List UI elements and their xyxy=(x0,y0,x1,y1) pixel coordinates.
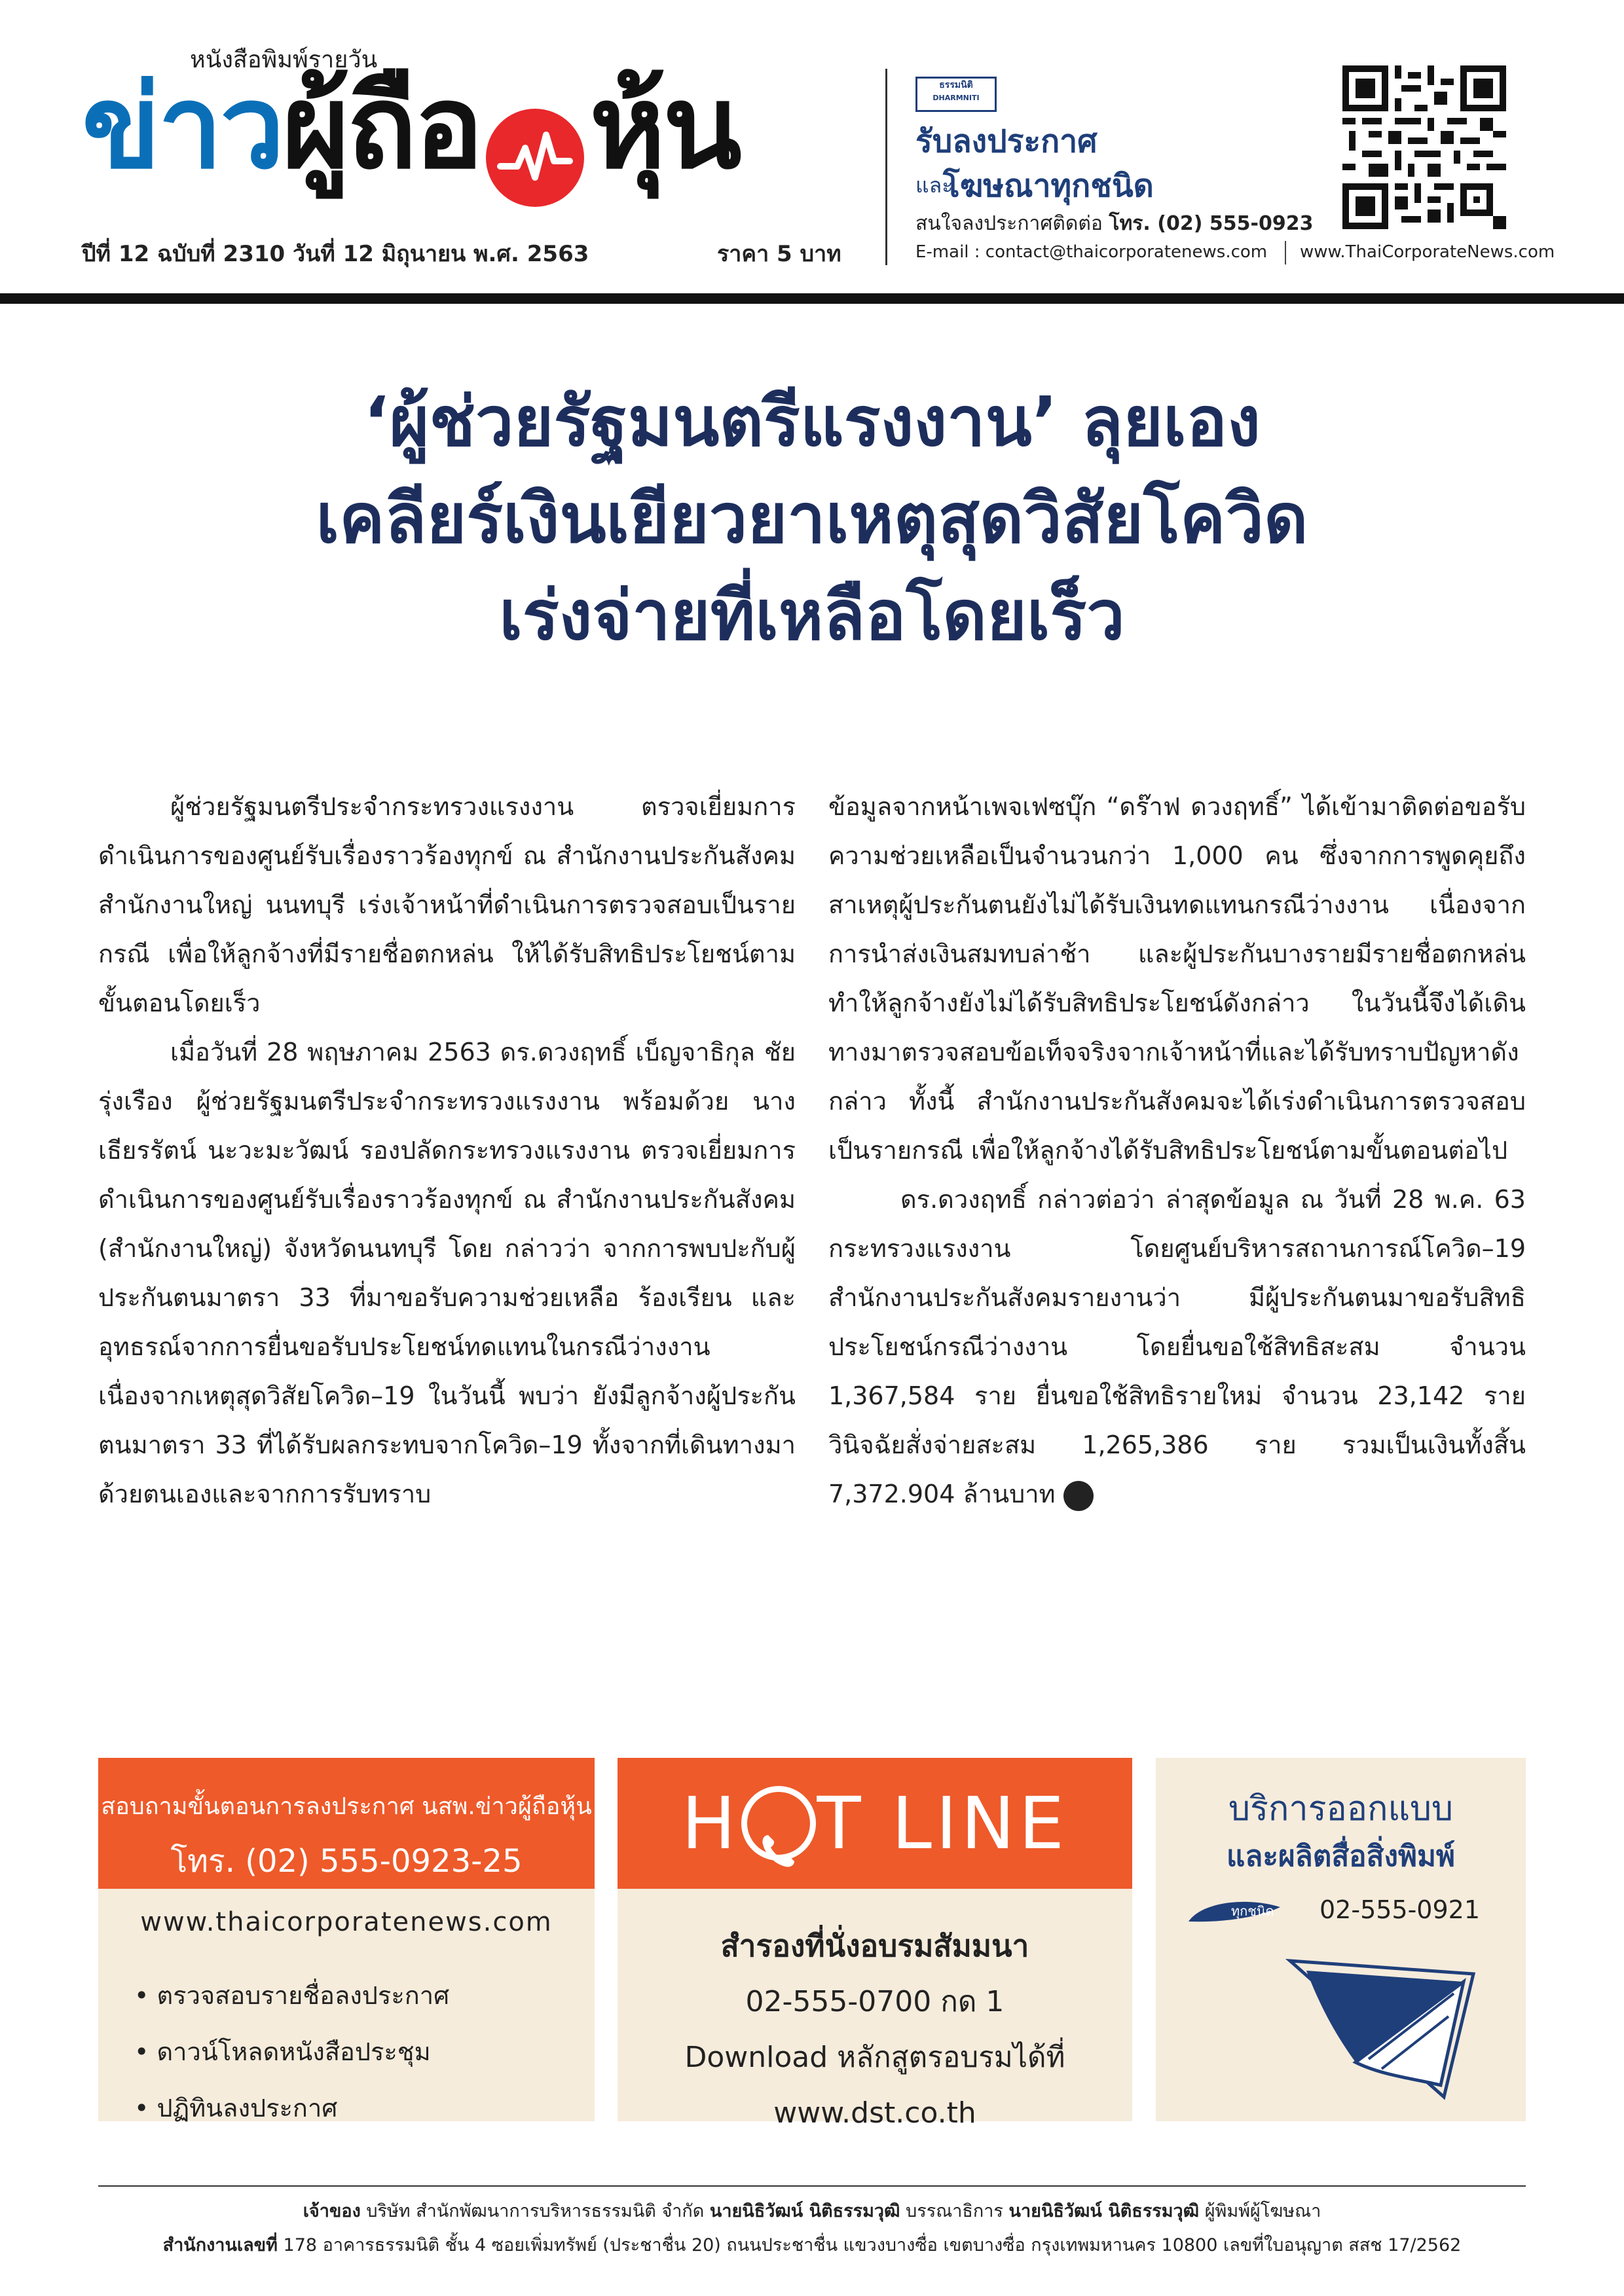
logo-part-share: หุ้น xyxy=(589,60,739,194)
contact-phone[interactable]: โทร. (02) 555-0923 xyxy=(1109,212,1314,235)
print-service-subtitle: และผลิตสื่อสิ่งพิมพ์ xyxy=(1227,1840,1455,1873)
hotline-phone[interactable]: 02-555-0700 กด 1 xyxy=(745,1985,1005,2018)
footer-editor-role: บรรณาธิการ xyxy=(906,2201,1003,2221)
headline-line-2: เคลียร์เงินเยียวยาเหตุสุดวิสัยโควิด xyxy=(316,479,1308,558)
footer-publisher-name: นายนิธิวัฒน์ นิติธรรมวุฒิ xyxy=(1008,2201,1200,2221)
contact-prefix: สนใจลงประกาศติดต่อ xyxy=(915,212,1103,235)
article-paragraph-text: ดร.ดวงฤทธิ์ กล่าวต่อว่า ล่าสุดข้อมูล ณ วันที่ 28 พ.ค. 63 กระทรวงแรงงาน โดยศูนย์บริหารสถานการณ์โควิด–19 สำนักงานประกันสังคมรายงานว่า มีผู้ประกันตนมาขอรับสิทธิประโยชน์กรณีว่างงาน โดยยื่นขอใช้สิทธิสะสม จำนวน 1,367,584 ราย ยื่นขอใช้สิทธิรายใหม่ จำนวน 23,142 ราย วินิจฉัยสั่งจ่ายสะสม 1,265,386 ราย รวมเป็นเงินทั้งสิ้น 7,372.904 ล้านบาท xyxy=(828,1185,1526,1508)
ad-announcement-box xyxy=(98,1758,595,2121)
ad-print-service-box xyxy=(1156,1758,1526,2121)
contact-separator xyxy=(1285,241,1286,264)
headline-line-3: เร่งจ่ายที่เหลือโดยเร็ว xyxy=(499,575,1125,655)
ad-announcement-website-link[interactable]: www.thaicorporatenews.com xyxy=(140,1907,553,1937)
newspaper-logo[interactable] xyxy=(82,62,868,193)
footer-office: 178 อาคารธรรมนิติ ชั้น 4 ซอยเพิ่มทรัพย์ (ประชาชื่น 20) ถนนประชาชื่น แขวงบางซื่อ เขตบางซื่อ กรุงเทพมหานคร 10800 เลขที่ใบอนุญาต สสช 17/2562 xyxy=(283,2235,1462,2255)
ad-hotline-box xyxy=(618,1758,1132,2130)
article-paragraph: ข้อมูลจากหน้าเพจเฟซบุ๊ก “ดร๊าฟ ดวงฤทธิ์” ได้เข้ามาติดต่อขอรับความช่วยเหลือเป็นจำนวนกว่า 1,000 คน ซึ่งจากการพูดคุยถึงสาเหตุผู้ประกันตนยังไม่ได้รับเงินทดแทนกรณีว่างงาน เนื่องจากการนำส่งเงินสมทบล่าช้า และผู้ประกันบางรายมีรายชื่อตกหล่น ทำให้ลูกจ้างยังไม่ได้รับสิทธิประโยชน์ดังกล่าว ในวันนี้จึงได้เดินทางมาตรวจสอบข้อเท็จจริงจากเจ้าหน้าที่และได้รับทราบปัญหาดังกล่าว ทั้งนี้ สำนักงานประกันสังคมจะได้เร่งดำเนินการตรวจสอบเป็นรายกรณี เพื่อให้ลูกจ้างได้รับสิทธิประโยชน์ตามขั้นตอนต่อไป xyxy=(828,792,1526,1165)
article-column-right xyxy=(828,782,1526,1519)
footer-owner: บริษัท สำนักพัฒนาการบริหารธรรมนิติ จำกัด xyxy=(366,2201,705,2221)
hotline-website-link[interactable]: www.dst.co.th xyxy=(773,2096,976,2130)
ad-announcement-header xyxy=(98,1758,595,1889)
footer-office-label: สำนักงานเลขที่ xyxy=(162,2235,278,2255)
hotline-title-h: H xyxy=(681,1781,740,1865)
print-brand-text: ทุกชนิด xyxy=(1231,1903,1274,1919)
badge-thai: ธรรมนิติ xyxy=(939,80,973,90)
list-item: • ปฏิทินลงประกาศ xyxy=(134,2094,338,2123)
ad-announcement-list xyxy=(134,1967,449,2136)
ad-header-contact xyxy=(915,208,1313,239)
print-logo-icon xyxy=(1277,1948,1493,2105)
logo-part-news: ข่าว xyxy=(82,60,282,194)
logo-chart-icon xyxy=(486,109,584,207)
footer-publisher-role: ผู้พิมพ์ผู้โฆษณา xyxy=(1204,2201,1321,2221)
print-service-title: บริการออกแบบ xyxy=(1228,1789,1454,1829)
article-paragraph: เมื่อวันที่ 28 พฤษภาคม 2563 ดร.ดวงฤทธิ์ เบ็ญจาธิกุล ชัยรุ่งเรือง ผู้ช่วยรัฐมนตรีประจำกระทรวงแรงงาน พร้อมด้วย นางเธียรรัตน์ นะวะมะวัฒน์ รองปลัดกระทรวงแรงงาน ตรวจเยี่ยมการดำเนินการของศูนย์รับเรื่องราวร้องทุกข์ ณ สำนักงานประกันสังคม (สำนักงานใหญ่) จังหวัดนนทบุรี โดย กล่าวว่า จากการพบปะกับผู้ประกันตนมาตรา 33 ที่มาขอรับความช่วยเหลือ ร้องเรียน และอุทธรณ์จากการยื่นขอรับประโยชน์ทดแทนในกรณีว่างงานเนื่องจากเหตุสุดวิสัยโควิด–19 ในวันนี้ พบว่า ยังมีลูกจ้างผู้ประกันตนมาตรา 33 ที่ได้รับผลกระทบจากโควิด–19 ทั้งจากที่เดินทางมาด้วยตนเองและจากการรับทราบ xyxy=(98,1038,796,1508)
ad-header-prefix: และ xyxy=(915,173,953,198)
dharmniti-badge xyxy=(915,77,997,112)
hotline-title-rest: T LINE xyxy=(817,1781,1069,1865)
logo-part-holder: ผู้ถือ xyxy=(282,60,481,194)
list-item: • ดาวน์โหลดหนังสือประชุม xyxy=(134,2037,431,2066)
badge-english: DHARMNITI xyxy=(932,94,980,102)
footer-credits xyxy=(0,2196,1624,2225)
headline xyxy=(105,373,1519,664)
footer-rule xyxy=(98,2185,1526,2187)
footer-address xyxy=(0,2231,1624,2259)
masthead-rule xyxy=(0,293,1624,304)
ad-header-title: รับลงประกาศ xyxy=(915,123,1098,160)
hotline-seminar-text: สำรองที่นั่งอบรมสัมมนา xyxy=(720,1928,1029,1963)
phone-icon xyxy=(741,1786,816,1861)
article-column-left xyxy=(98,782,796,1519)
ad-announcement-header-text: สอบถามขั้นตอนการลงประกาศ นสพ.ข่าวผู้ถือหุ้น xyxy=(101,1793,592,1820)
article-paragraph xyxy=(828,1175,1526,1519)
contact-email-link[interactable]: E-mail : contact@thaicorporatenews.com xyxy=(915,242,1268,262)
list-item: • ตรวจสอบรายชื่อลงประกาศ xyxy=(134,1981,450,2010)
footer-owner-label: เจ้าของ xyxy=(303,2201,361,2221)
ad-hotline-body xyxy=(618,1918,1132,2141)
issue-info: ปีที่ 12 ฉบับที่ 2310 วันที่ 12 มิถุนายน พ.ศ. 2563 xyxy=(82,241,589,267)
headline-line-1: ‘ผู้ช่วยรัฐมนตรีแรงงาน’ ลุยเอง xyxy=(363,382,1261,462)
paper-tagline: หนังสือพิมพ์รายวัน xyxy=(190,46,378,73)
masthead-divider xyxy=(885,69,887,265)
print-brand-badge xyxy=(1185,1895,1283,1928)
article-paragraph: ผู้ช่วยรัฐมนตรีประจำกระทรวงแรงงาน ตรวจเยี่ยมการดำเนินการของศูนย์รับเรื่องราวร้องทุกข์ ณ สำนักงานประกันสังคม สำนักงานใหญ่ นนทบุรี เร่งเจ้าหน้าที่ดำเนินการตรวจสอบเป็นรายกรณี เพื่อให้ลูกจ้างที่มีรายชื่อตกหล่น ให้ได้รับสิทธิประโยชน์ตามขั้นตอนโดยเร็ว xyxy=(98,792,796,1017)
hotline-download-text: Download หลักสูตรอบรมได้ที่ xyxy=(684,2041,1065,2074)
website-link[interactable]: www.ThaiCorporateNews.com xyxy=(1300,242,1555,262)
masthead xyxy=(0,0,1624,298)
print-service-phone[interactable]: 02-555-0921 xyxy=(1320,1895,1481,1924)
hotline-title xyxy=(682,1781,1068,1865)
qr-code-icon[interactable] xyxy=(1342,65,1506,229)
ad-announcement-phone[interactable]: โทร. (02) 555-0923-25 xyxy=(170,1843,523,1880)
ad-hotline-header xyxy=(618,1758,1132,1889)
end-mark-icon xyxy=(1063,1481,1094,1511)
footer-editor-name: นายนิธิวัฒน์ นิติธรรมวุฒิ xyxy=(709,2201,900,2221)
ad-header-subtitle: โฆษณาทุกชนิด xyxy=(943,168,1154,204)
price: ราคา 5 บาท xyxy=(717,241,841,267)
